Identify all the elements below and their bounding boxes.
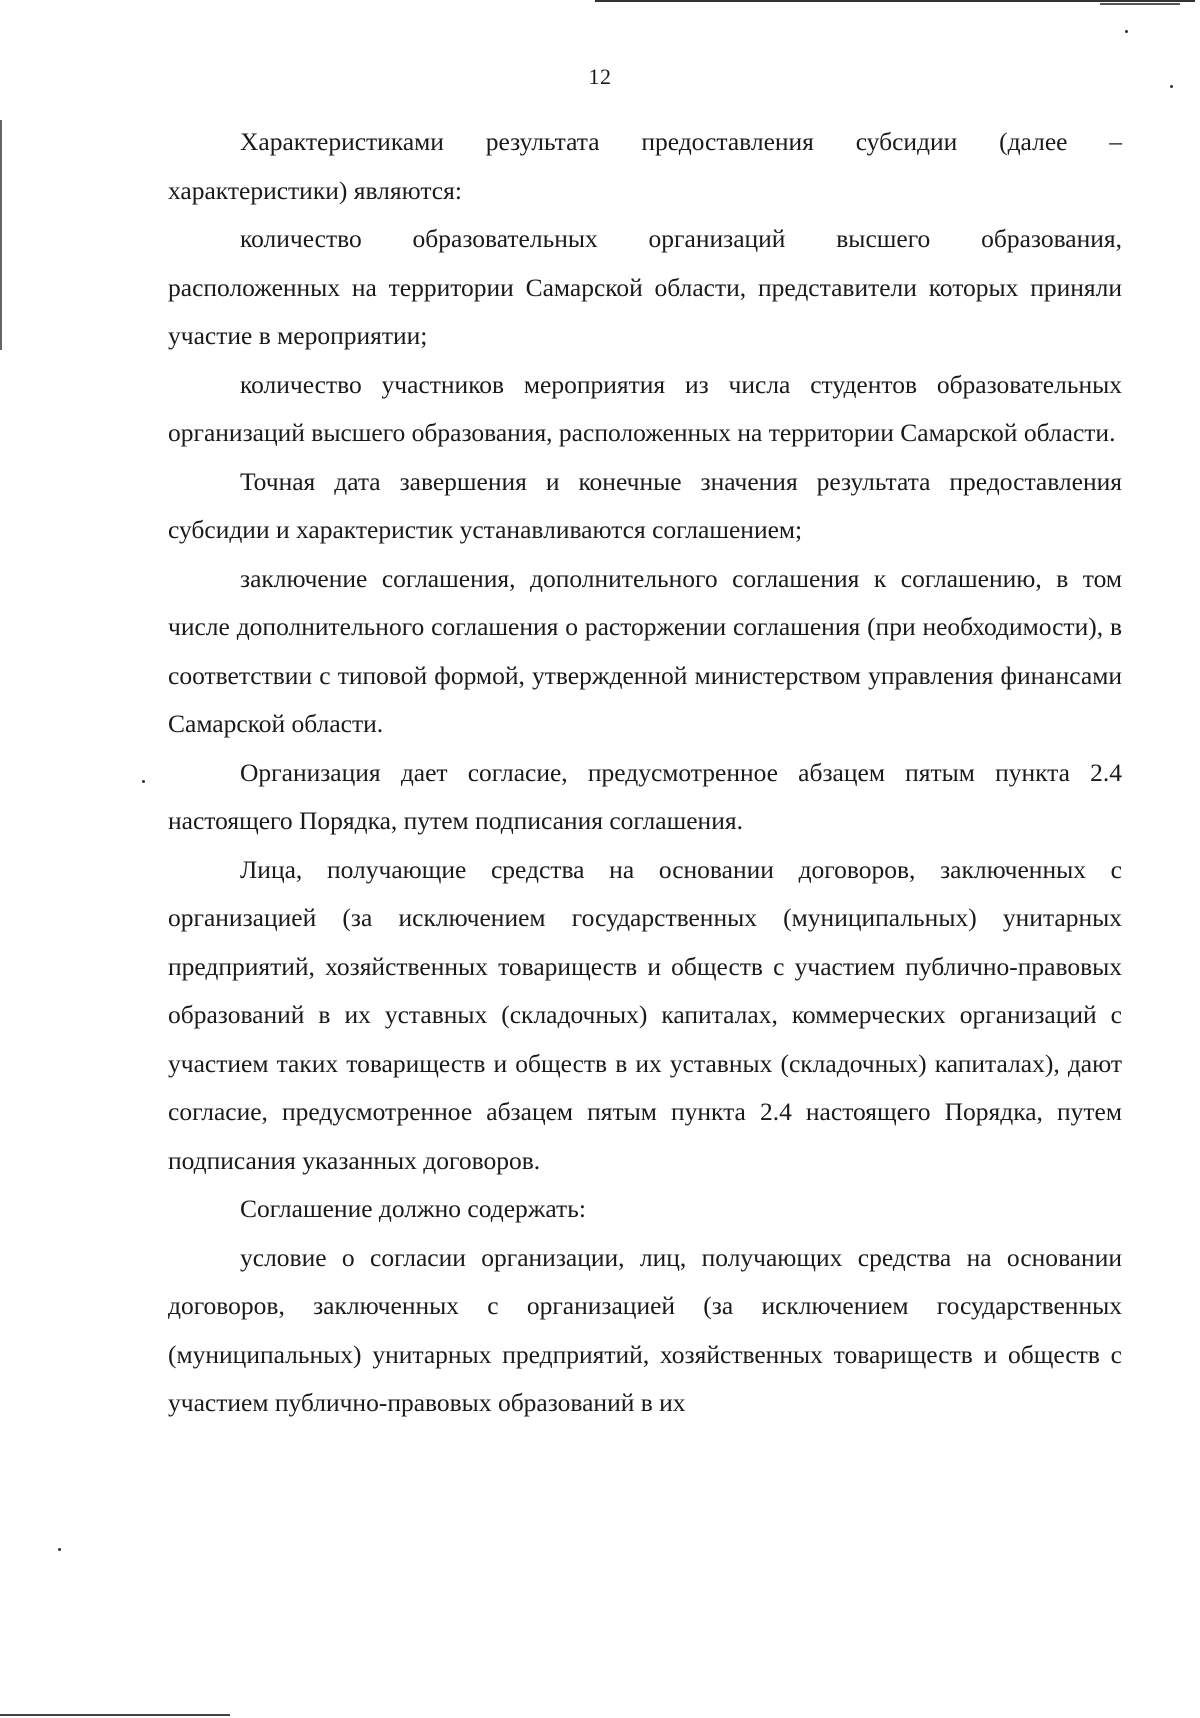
scan-edge-line <box>0 120 2 350</box>
paragraph: Организация дает согласие, предусмотренное абзацем пятым пункта 2.4 настоящего Порядка, путем подписания соглашения. <box>168 757 1122 835</box>
paragraph: Характеристиками результата предоставления субсидии (далее – характеристики) являются: <box>168 127 1122 205</box>
page-number: 12 <box>588 64 612 89</box>
paragraph: Лица, получающие средства на основании договоров, заключенных с организацией (за исключением государственных (муниципальных) унитарных предприятий, хозяйственных товариществ и обществ с участием публично-правовых образований в их уставных (складочных) капиталах, коммерческих организаций с участием таких товариществ и обществ в их уставных (складочных) капиталах), дают согласие, предусмотренное абзацем пятым пункта 2.4 настоящего Порядка, путем подписания указанных договоров. <box>168 854 1122 1175</box>
scan-edge-line <box>0 1714 230 1716</box>
scan-edge-line <box>1100 3 1180 5</box>
scan-edge-line <box>595 0 1195 2</box>
paragraph: заключение соглашения, дополнительного соглашения к соглашению, в том числе дополнительного соглашения о расторжении соглашения (при необходимости), в соответствии с типовой формой, утвержденной министерством управления финансами Самарской области. <box>168 563 1122 738</box>
paragraph: Точная дата завершения и конечные значения результата предоставления субсидии и характеристик устанавливаются соглашением; <box>168 466 1122 544</box>
document-body <box>168 118 1122 1428</box>
paragraph: Соглашение должно содержать: <box>240 1194 586 1223</box>
scan-speck <box>1125 30 1128 33</box>
paragraph: количество участников мероприятия из числа студентов образовательных организаций высшего образования, расположенных на территории Самарской области. <box>168 369 1122 447</box>
scan-speck <box>142 780 145 783</box>
paragraph: количество образовательных организаций высшего образования, расположенных на территории Самарской области, представители которых приняли участие в мероприятии; <box>168 224 1122 350</box>
scan-speck <box>58 1548 61 1551</box>
paragraph: условие о согласии организации, лиц, получающих средства на основании договоров, заключенных с организацией (за исключением государственных (муниципальных) унитарных предприятий, хозяйственных товариществ и обществ с участием публично-правовых образований в их <box>168 1242 1122 1417</box>
